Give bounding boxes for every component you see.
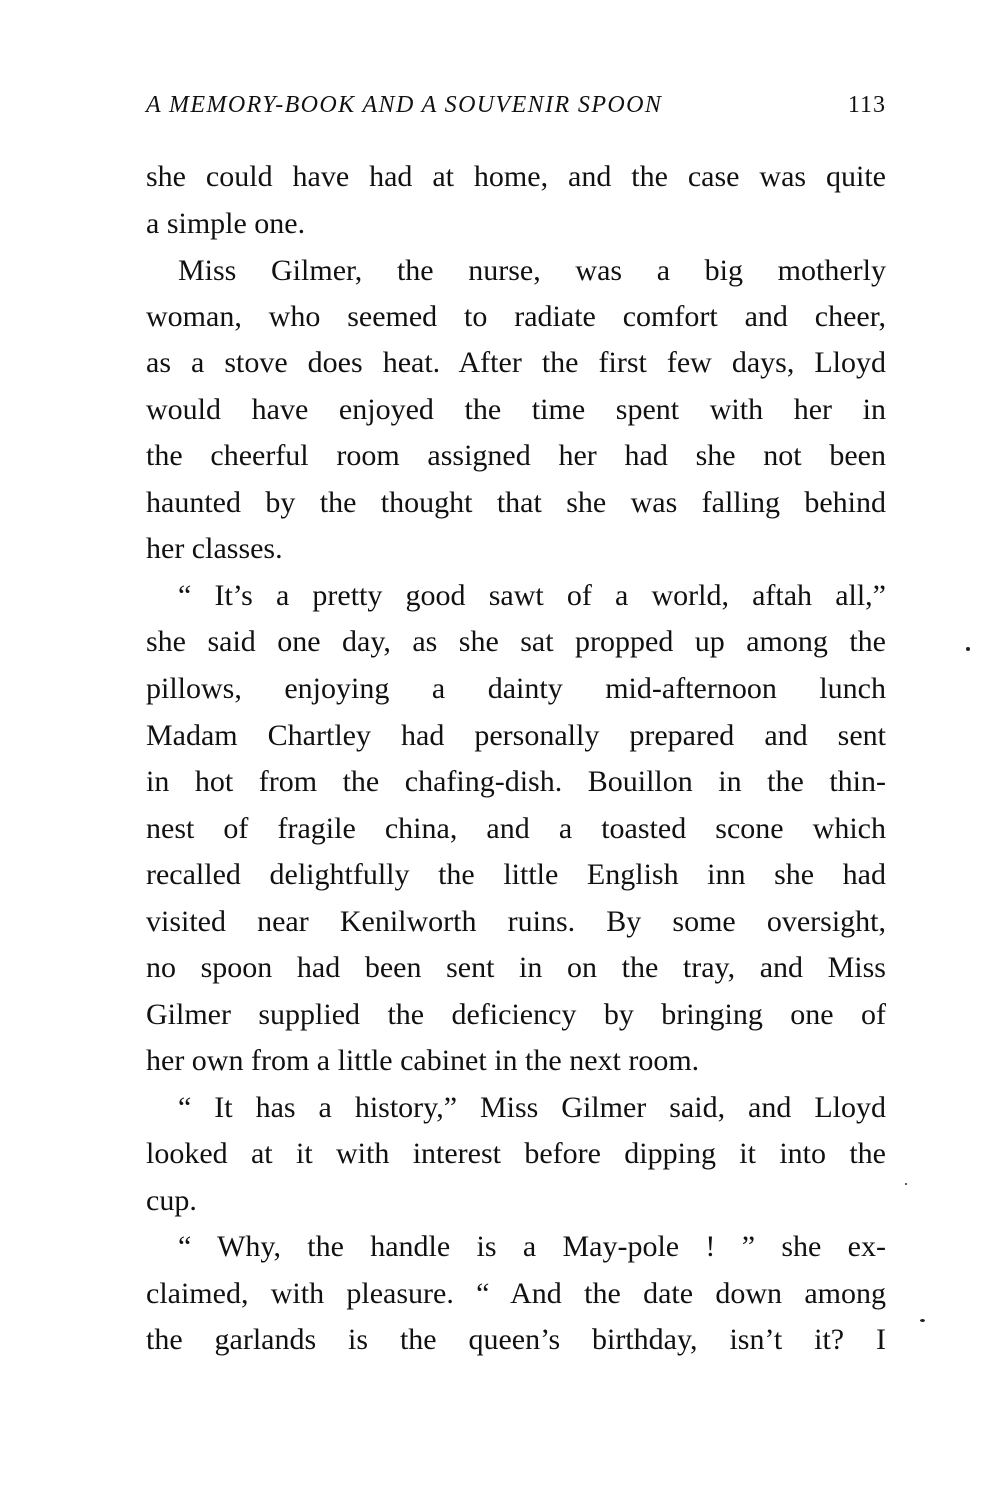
text-line: claimed, with pleasure. “ And the date down among xyxy=(146,1277,886,1310)
running-title: A MEMORY-BOOK AND A SOUVENIR SPOON xyxy=(146,92,663,118)
text-line: pillows, enjoying a dainty mid-afternoon lunch xyxy=(146,672,886,705)
text-line: haunted by the thought that she was falling behind xyxy=(146,486,886,519)
text-line: she could have had at home, and the case was quite xyxy=(146,160,886,193)
paragraph-first-line: “ It has a history,” Miss Gilmer said, and Lloyd xyxy=(178,1091,886,1124)
text-line: woman, who seemed to radiate comfort and cheer, xyxy=(146,300,886,333)
text-line: a simple one. xyxy=(146,207,306,240)
page-number: 113 xyxy=(847,92,886,118)
running-head xyxy=(146,88,886,122)
text-line: as a stove does heat. After the first few days, Lloyd xyxy=(146,346,886,379)
text-line: the cheerful room assigned her had she not been xyxy=(146,439,886,472)
paragraph-first-line: “ It’s a pretty good sawt of a world, aftah all,” xyxy=(178,579,886,612)
text-line: her own from a little cabinet in the next room. xyxy=(146,1044,700,1077)
text-line: looked at it with interest before dipping it into the xyxy=(146,1137,886,1170)
scan-speck xyxy=(920,1319,925,1322)
text-line: would have enjoyed the time spent with her in xyxy=(146,393,886,426)
scan-speck xyxy=(905,1183,907,1185)
text-line: the garlands is the queen’s birthday, isn’t it? I xyxy=(146,1323,886,1356)
text-line: in hot from the chafing-dish. Bouillon in the thin- xyxy=(146,765,886,798)
text-line: Gilmer supplied the deficiency by bringing one of xyxy=(146,998,886,1031)
text-line: recalled delightfully the little English inn she had xyxy=(146,858,886,891)
text-line: no spoon had been sent in on the tray, and Miss xyxy=(146,951,886,984)
text-line: Madam Chartley had personally prepared and sent xyxy=(146,719,886,752)
text-line: visited near Kenilworth ruins. By some oversight, xyxy=(146,905,886,938)
paragraph-first-line: “ Why, the handle is a May-pole ! ” she ex- xyxy=(178,1230,886,1263)
text-line: her classes. xyxy=(146,532,283,565)
text-line: cup. xyxy=(146,1184,197,1217)
scan-speck xyxy=(966,647,970,651)
paragraph-first-line: Miss Gilmer, the nurse, was a big motherly xyxy=(178,254,886,287)
text-line: nest of fragile china, and a toasted scone which xyxy=(146,812,886,845)
text-line: she said one day, as she sat propped up among the xyxy=(146,625,886,658)
